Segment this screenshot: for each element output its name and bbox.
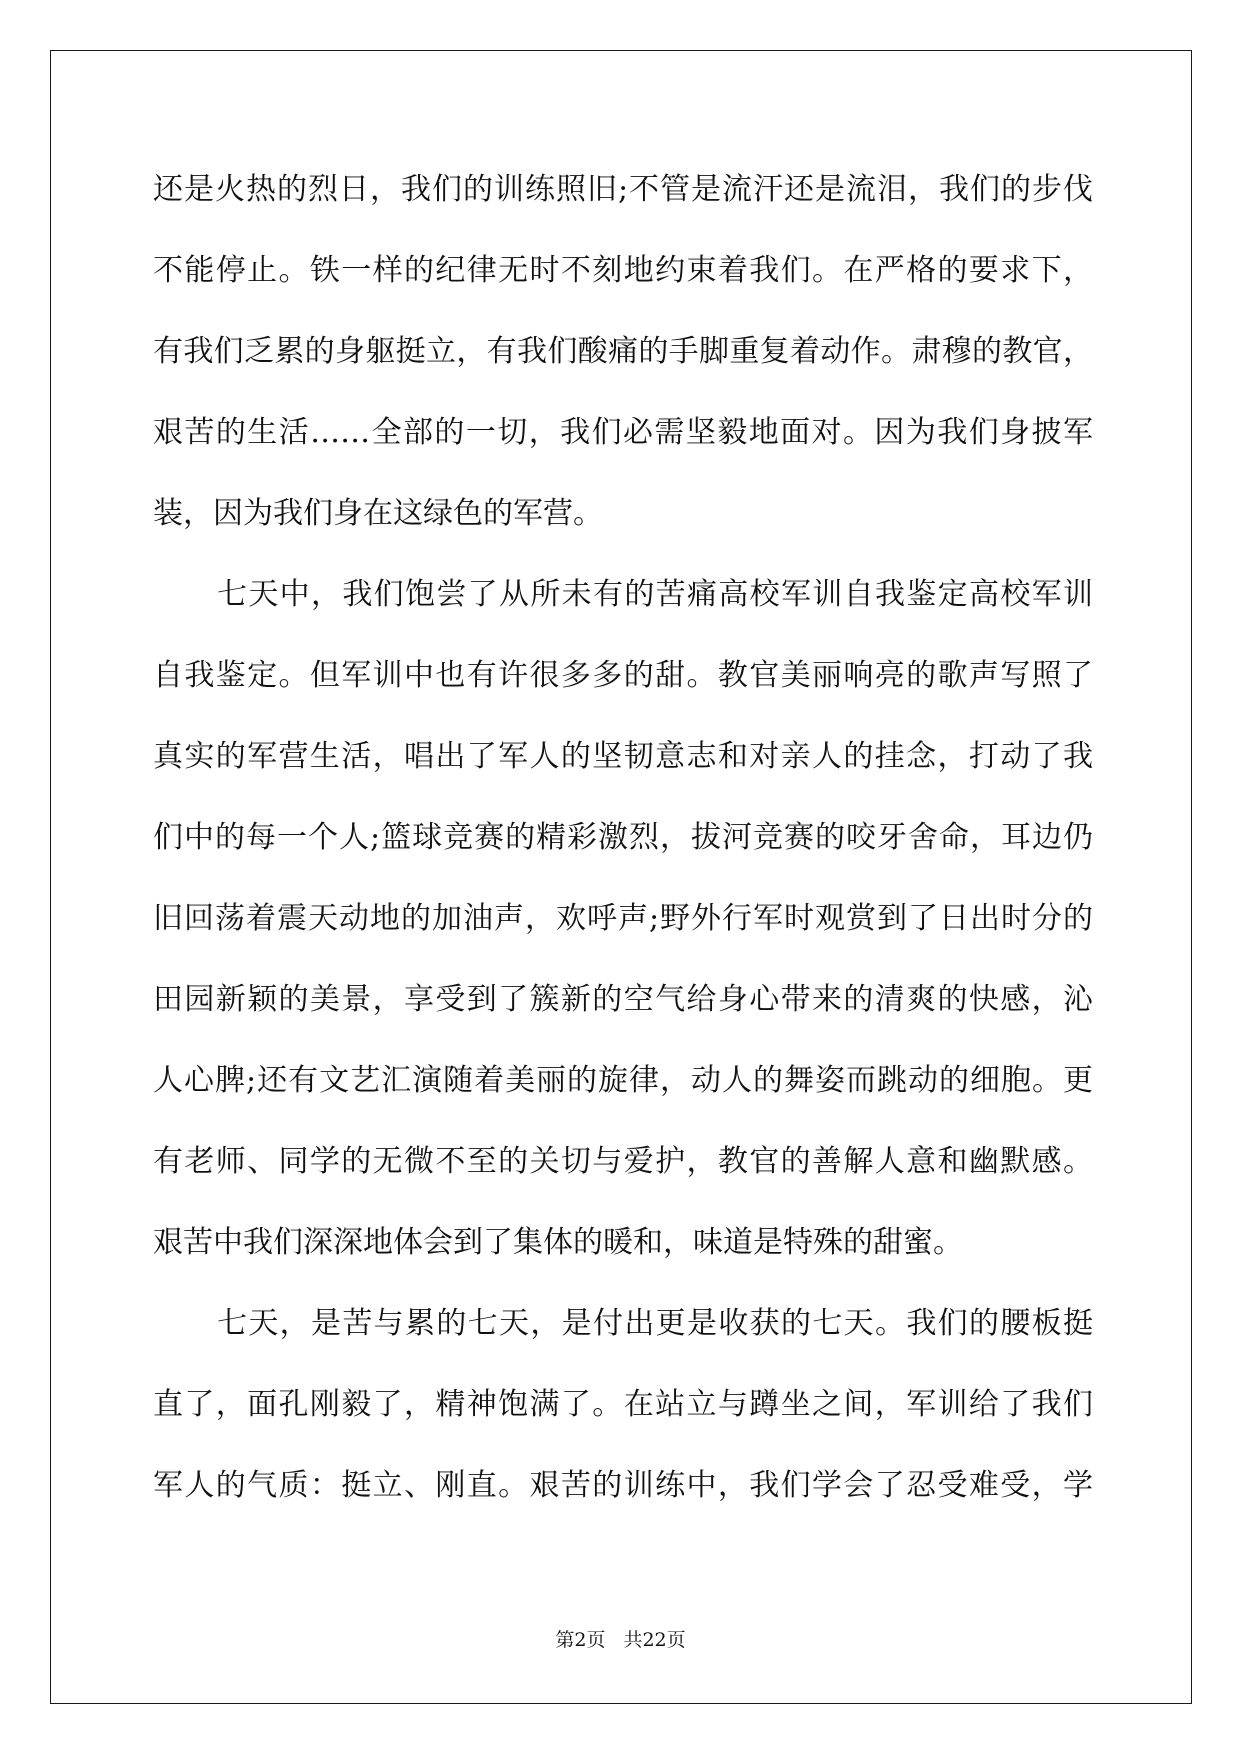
text-line: 有我们乏累的身躯挺立，有我们酸痛的手脚重复着动作。肃穆的教官， xyxy=(153,334,1093,369)
text-line: 还是火热的烈日，我们的训练照旧;不管是流汗还是流泪，我们的步伐 xyxy=(153,172,1093,207)
text-line: 直了，面孔刚毅了，精神饱满了。在站立与蹲坐之间，军训给了我们 xyxy=(153,1387,1093,1422)
text-line: 人心脾;还有文艺汇演随着美丽的旋律，动人的舞姿而跳动的细胞。更 xyxy=(153,1063,1093,1098)
page-footer xyxy=(0,1625,1241,1652)
text-line: 艰苦的生活……全部的一切，我们必需坚毅地面对。因为我们身披军 xyxy=(153,415,1093,450)
text-line: 军人的气质：挺立、刚直。艰苦的训练中，我们学会了忍受难受，学 xyxy=(153,1468,1093,1503)
text-line: 七天中，我们饱尝了从所未有的苦痛高校军训自我鉴定高校军训 xyxy=(217,577,1093,612)
text-line: 们中的每一个人;篮球竞赛的精彩激烈，拔河竞赛的咬牙舍命，耳边仍 xyxy=(153,820,1093,855)
page-number: 第2页 xyxy=(555,1629,606,1651)
text-line: 自我鉴定。但军训中也有许很多多的甜。教官美丽响亮的歌声写照了 xyxy=(153,658,1093,693)
document-body xyxy=(153,160,1093,1537)
text-line: 旧回荡着震天动地的加油声，欢呼声;野外行军时观赏到了日出时分的 xyxy=(153,901,1093,936)
text-line: 不能停止。铁一样的纪律无时不刻地约束着我们。在严格的要求下， xyxy=(153,253,1093,288)
text-line: 装，因为我们身在这绿色的军营。 xyxy=(153,496,603,531)
page-total: 共22页 xyxy=(623,1629,686,1651)
text-line: 有老师、同学的无微不至的关切与爱护，教官的善解人意和幽默感。 xyxy=(153,1144,1093,1179)
text-line: 田园新颖的美景，享受到了簇新的空气给身心带来的清爽的快感，沁 xyxy=(153,982,1093,1017)
text-line: 七天，是苦与累的七天，是付出更是收获的七天。我们的腰板挺 xyxy=(217,1306,1093,1341)
text-line: 真实的军营生活，唱出了军人的坚韧意志和对亲人的挂念，打动了我 xyxy=(153,739,1093,774)
text-line: 艰苦中我们深深地体会到了集体的暖和，味道是特殊的甜蜜。 xyxy=(153,1225,963,1260)
